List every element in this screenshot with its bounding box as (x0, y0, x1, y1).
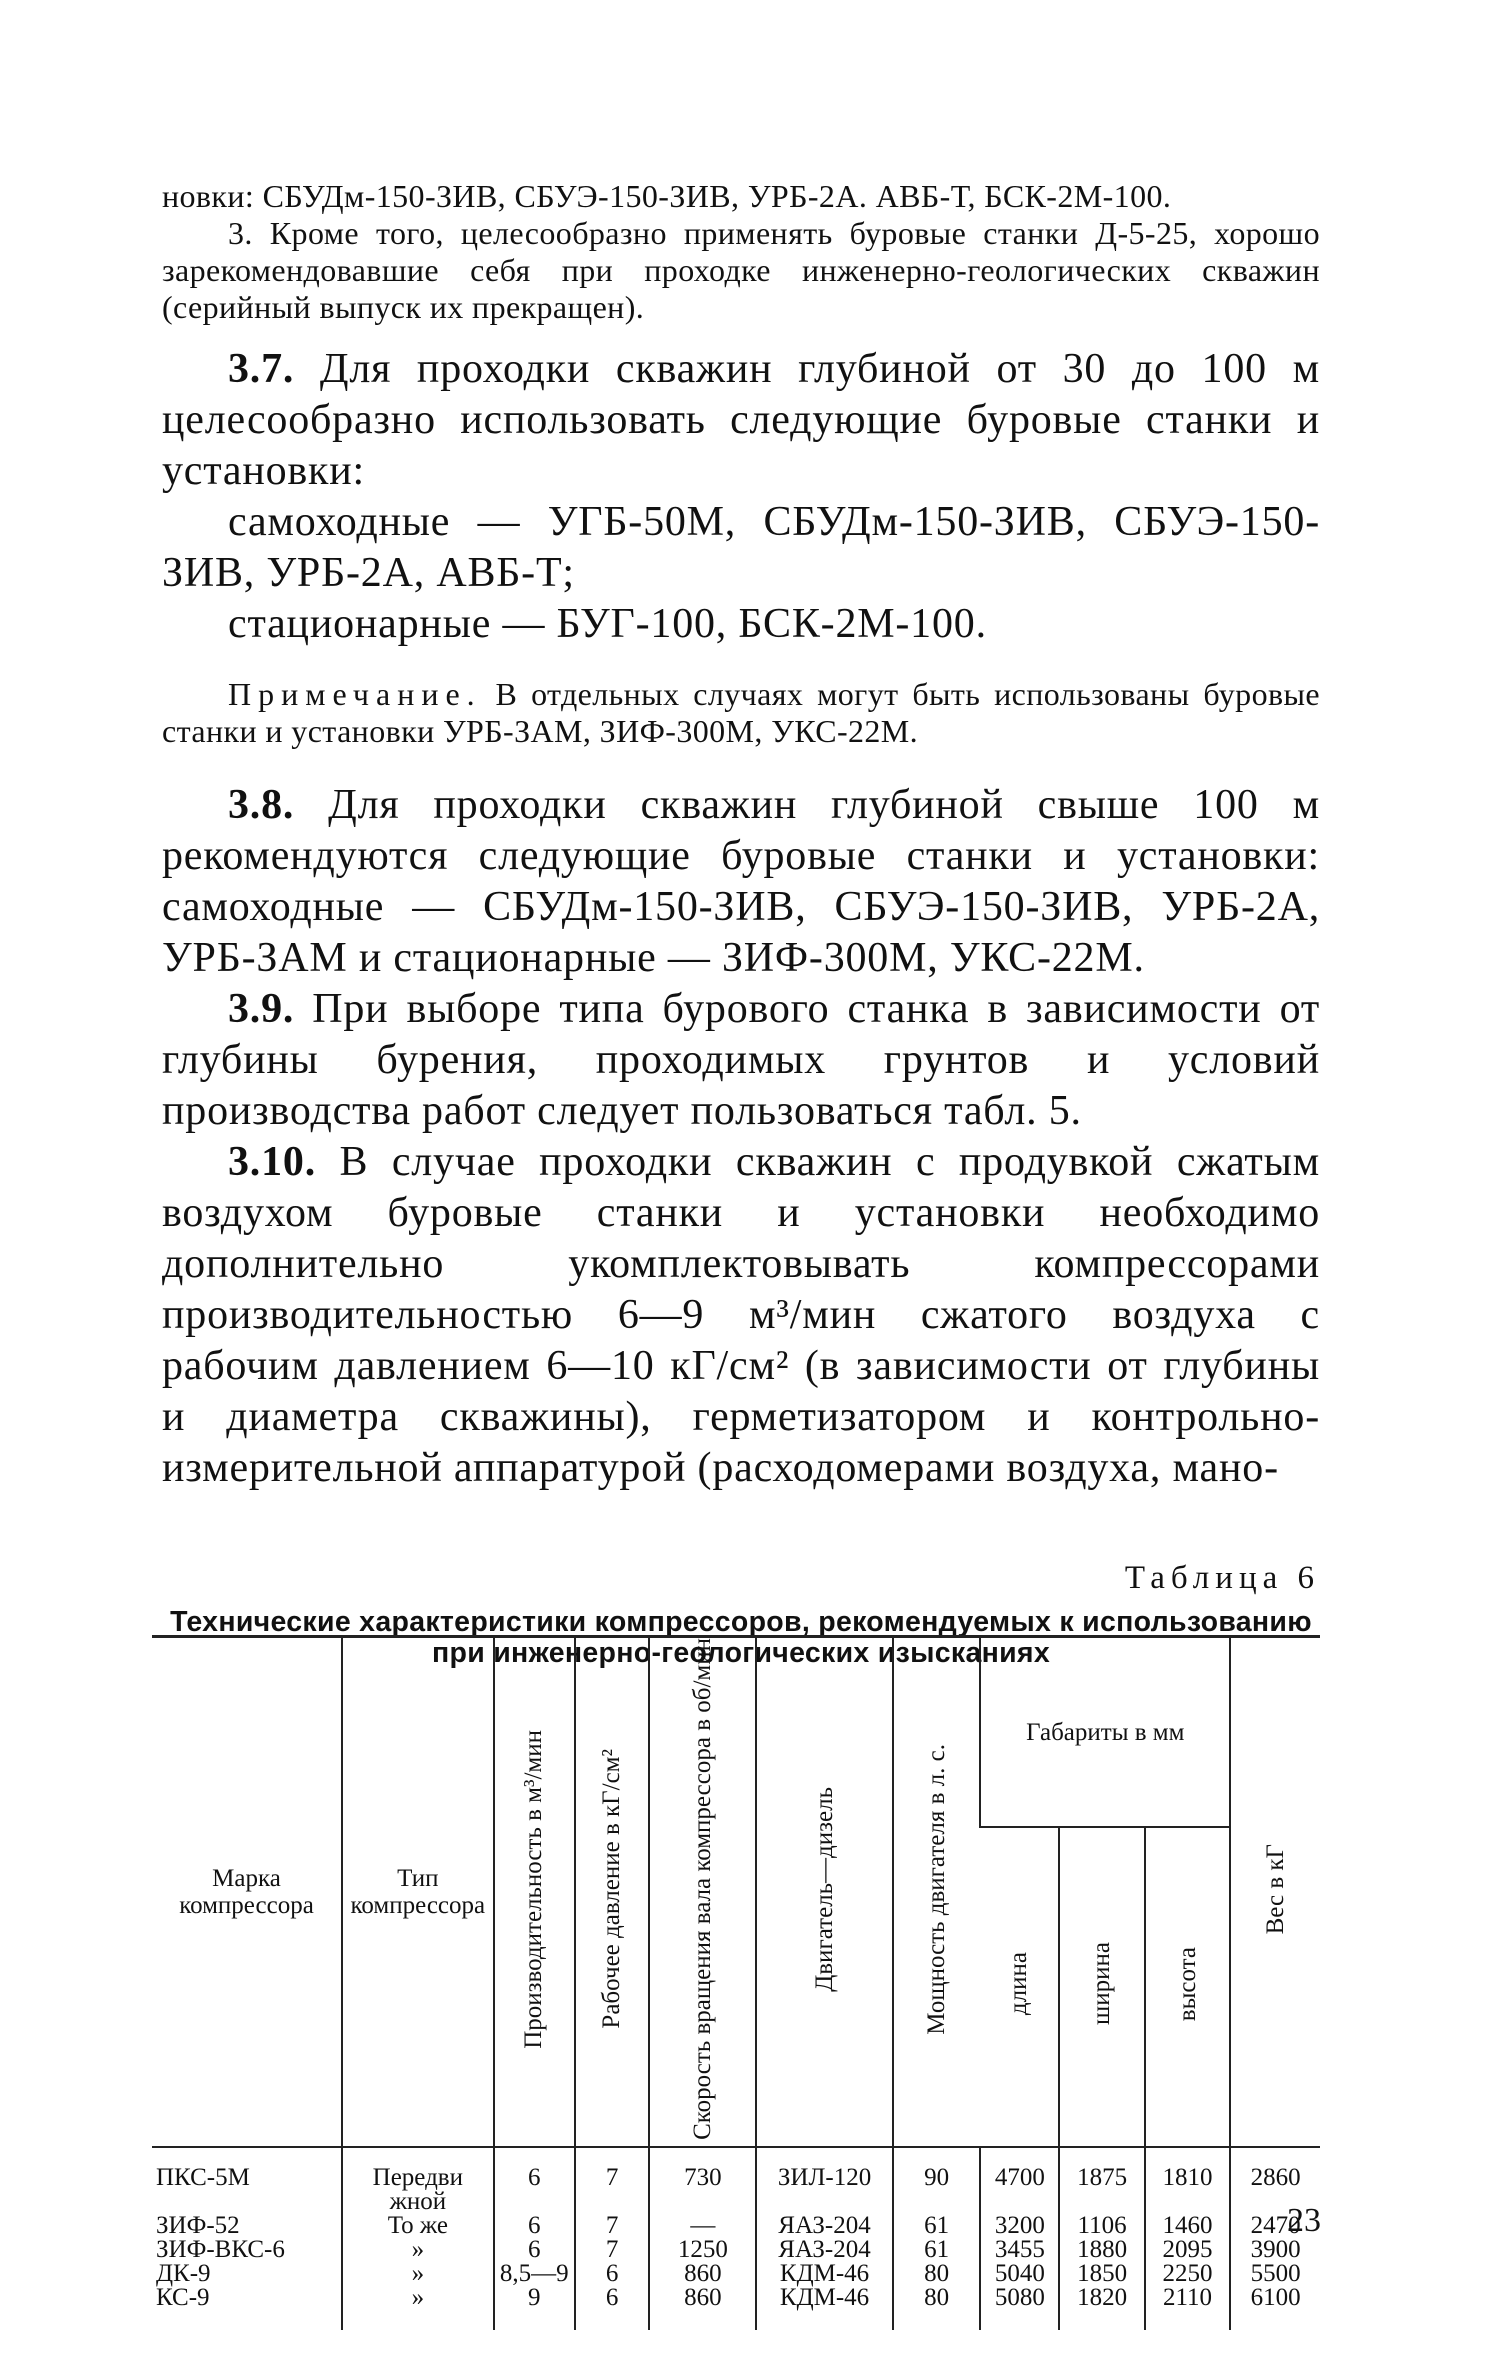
header-pressure-text: Рабочее давление в кГ/см² (598, 1749, 626, 2029)
cell-speed: — (649, 2214, 756, 2238)
header-dimensions: Габариты в мм (980, 1637, 1230, 1828)
cell-type (342, 2147, 494, 2214)
header-weight (1230, 1637, 1320, 2147)
cell-productivity: 6 (494, 2238, 575, 2262)
cell-weight: 2470 (1230, 2214, 1320, 2238)
cell-mark: ЗИФ-ВКС-6 (156, 2235, 285, 2263)
paragraph-3: 3. Кроме того, целесообразно применять буровые станки Д-5-25, хорошо зарекомендовавшие себя при проходке инженерно-геологических скважин (серийный выпуск их прекращен). (162, 215, 1320, 325)
cell-height: 1810 (1145, 2147, 1230, 2214)
cell-width: 1820 (1059, 2286, 1144, 2330)
table-label: Таблица 6 (1124, 1560, 1320, 1596)
cell-weight: 6100 (1230, 2286, 1320, 2330)
header-width (1059, 1827, 1144, 2147)
cell-power: 80 (893, 2262, 981, 2286)
cell-length: 3200 (980, 2214, 1059, 2238)
header-height (1145, 1827, 1230, 2147)
cell-width: 1850 (1059, 2262, 1144, 2286)
section-number: 3.9. (228, 986, 295, 1032)
cell-width: 1880 (1059, 2238, 1144, 2262)
cell-mark: ЗИФ-52 (156, 2211, 240, 2239)
section-number: 3.7. (228, 346, 295, 392)
section-3-7 (162, 344, 1320, 497)
cell-length: 4700 (980, 2147, 1059, 2214)
cell-speed: 730 (649, 2147, 756, 2214)
cell-weight: 2860 (1230, 2147, 1320, 2214)
section-text: Для проходки скважин глубиной свыше 100 м рекомендуются следующие буровые станки и установки: самоходные — СБУДм-150-ЗИВ, СБУЭ-150-ЗИВ, УРБ-2А, УРБ-ЗАМ и стационарные — ЗИФ-300М, УКС-22М. (162, 782, 1320, 981)
table-row (152, 2286, 1320, 2330)
header-length (980, 1827, 1059, 2147)
section-text: Для проходки скважин глубиной от 30 до 100 м целесообразно использовать следующие буровые станки и установки: (162, 346, 1320, 494)
header-weight-text: Вес в кГ (1261, 1843, 1289, 1935)
cell-speed: 1250 (649, 2238, 756, 2262)
cell-height: 2250 (1145, 2262, 1230, 2286)
cell-type-text: Передвижной (372, 2163, 463, 2215)
cell-engine: ЯАЗ-204 (756, 2238, 893, 2262)
section-3-9 (162, 984, 1320, 1137)
cell-engine: ЯАЗ-204 (756, 2214, 893, 2238)
cell-width: 1875 (1059, 2147, 1144, 2214)
cell-productivity: 6 (494, 2147, 575, 2214)
cell-type: » (342, 2238, 494, 2262)
header-height-text: высота (1173, 1946, 1201, 2022)
header-length-text: длина (1005, 1952, 1033, 2016)
cell-engine: ЗИЛ-120 (756, 2147, 893, 2214)
table-row (152, 2238, 1320, 2262)
header-power-text: Мощность двигателя в л. с. (922, 1743, 950, 2035)
cell-length: 5040 (980, 2262, 1059, 2286)
stationary-list: стационарные — БУГ-100, БСК-2М-100. (228, 601, 987, 647)
page-text (162, 178, 1320, 1669)
cell-power: 61 (893, 2214, 981, 2238)
cell-speed: 860 (649, 2286, 756, 2330)
section-3-10 (162, 1137, 1320, 1494)
table-title: Технические характеристики компрессоров, рекомендуемых к использованию при инженерно-геологических изысканиях (170, 1606, 1312, 1669)
paragraph-continued: новки: СБУДм-150-ЗИВ, СБУЭ-150-ЗИВ, УРБ-2А. АВБ-Т, БСК-2М-100. (162, 178, 1172, 214)
cell-productivity: 6 (494, 2214, 575, 2238)
cell-mark: КС-9 (156, 2283, 210, 2311)
table-row (152, 2214, 1320, 2238)
section-text: При выборе типа бурового станка в зависимости от глубины бурения, проходимых грунтов и условий производства работ следует пользоваться табл. 5. (162, 986, 1320, 1134)
cell-mark: ПКС-5М (156, 2163, 250, 2191)
cell-weight: 3900 (1230, 2238, 1320, 2262)
cell-pressure: 7 (575, 2214, 650, 2238)
header-type: Тип компрессора (342, 1637, 494, 2147)
cell-weight: 5500 (1230, 2262, 1320, 2286)
header-productivity-text: Производительность в м³/мин (520, 1729, 548, 2049)
cell-pressure: 7 (575, 2147, 650, 2214)
cell-speed: 860 (649, 2262, 756, 2286)
section-text: В случае проходки скважин с продувкой сжатым воздухом буровые станки и установки необходимо дополнительно укомплектовывать компрессорами производительностью 6—9 м³/мин сжатого воздуха с рабочим давлением 6—10 кГ/см² (в зависимости от глубины и диаметра скважины), герметизатором и контрольно-измерительной аппаратурой (расходомерами воздуха, мано- (162, 1139, 1320, 1491)
self-propelled-list: самоходные — УГБ-50М, СБУДм-150-ЗИВ, СБУЭ-150-ЗИВ, УРБ-2А, АВБ-Т; (162, 499, 1320, 596)
header-width-text: ширина (1088, 1942, 1116, 2026)
cell-power: 80 (893, 2286, 981, 2330)
cell-height: 2095 (1145, 2238, 1230, 2262)
page-number: 23 (1287, 2202, 1321, 2239)
note-label: Примечание. (228, 676, 482, 712)
header-mark: Марка компрессора (152, 1637, 342, 2147)
compressor-table (152, 1635, 1320, 2330)
cell-pressure: 6 (575, 2286, 650, 2330)
table-row (152, 2147, 1320, 2214)
table-row (152, 2262, 1320, 2286)
header-speed (649, 1637, 756, 2147)
cell-productivity: 8,5—9 (494, 2262, 575, 2286)
cell-pressure: 6 (575, 2262, 650, 2286)
cell-type: » (342, 2286, 494, 2330)
cell-productivity: 9 (494, 2286, 575, 2330)
section-number: 3.10. (228, 1139, 316, 1185)
cell-power: 61 (893, 2238, 981, 2262)
cell-height: 1460 (1145, 2214, 1230, 2238)
header-engine-text: Двигатель—дизель (810, 1786, 838, 1992)
cell-mark: ДК-9 (156, 2259, 211, 2287)
cell-height: 2110 (1145, 2286, 1230, 2330)
cell-width: 1106 (1059, 2214, 1144, 2238)
header-power (893, 1637, 981, 2147)
note (162, 676, 1320, 750)
cell-type: То же (342, 2214, 494, 2238)
header-engine (756, 1637, 893, 2147)
cell-type: » (342, 2262, 494, 2286)
cell-pressure: 7 (575, 2238, 650, 2262)
cell-engine: КДМ-46 (756, 2286, 893, 2330)
section-3-8 (162, 780, 1320, 984)
cell-power: 90 (893, 2147, 981, 2214)
note-text: В отдельных случаях могут быть использованы буровые станки и установки УРБ-ЗАМ, ЗИФ-300М, УКС-22М. (162, 676, 1320, 749)
header-speed-text: Скорость вращения вала компрессора в об/мин (688, 1638, 716, 2140)
cell-engine: КДМ-46 (756, 2262, 893, 2286)
cell-length: 3455 (980, 2238, 1059, 2262)
section-number: 3.8. (228, 782, 295, 828)
header-productivity (494, 1637, 575, 2147)
cell-length: 5080 (980, 2286, 1059, 2330)
header-pressure (575, 1637, 650, 2147)
